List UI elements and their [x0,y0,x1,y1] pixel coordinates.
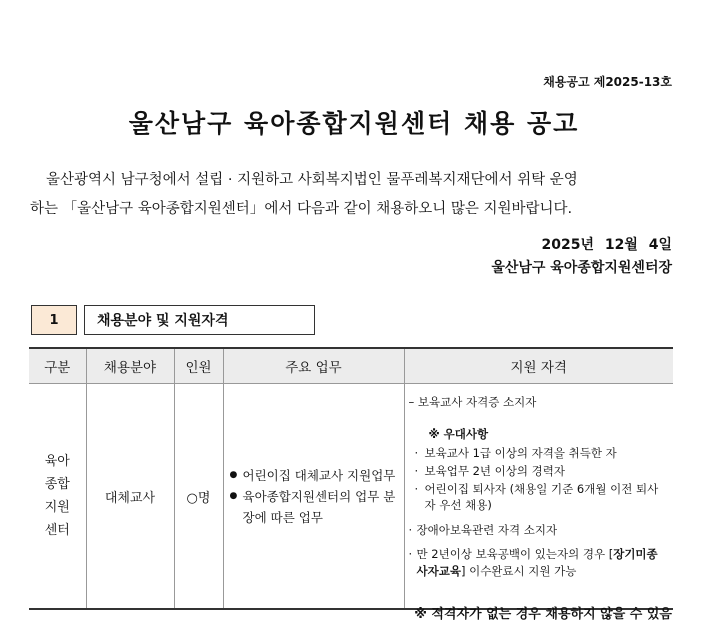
extra-2-emphasis: 장기미종사자교육 [416,547,658,578]
duties-list [230,465,404,528]
table-header-row [29,348,673,384]
header-field: 채용분야 [86,348,174,384]
required-qualification: – 보육교사 자격증 소지자 [408,395,537,409]
table-row [29,384,673,610]
footnote: ※ 적격자가 없는 경우 채용하지 않을 수 있음 [414,607,672,622]
intro-line-1: 울산광역시 남구청에서 설립 · 지원하고 사회복지법인 물푸레복지재단에서 위탁 운영 [46,172,578,188]
extra-qualification-1: · 장애아보육관련 자격 소지자 [409,522,668,539]
intro-line-2: 하는 「울산남구 육아종합지원센터」에서 다음과 같이 채용하오니 많은 지원바랍니다. [30,201,573,217]
section-title: 채용분야 및 지원자격 [84,305,315,335]
header-count: 인원 [174,348,223,384]
preference-heading: ※ 우대사항 [428,427,489,441]
extra-2-prefix: 만 2년이상 보육공백이 있는자의 경우 [ [416,547,614,561]
preference-item: · 보육교사 1급 이상의 자격을 취득한 자 [409,445,668,461]
intro-paragraph [30,166,672,224]
cell-qualifications [404,384,673,610]
cell-category [29,384,86,610]
duty-item: ● 육아종합지원센터의 업무 분장에 따른 업무 [230,486,404,528]
duty-item: ● 어린이집 대체교사 지원업무 [230,465,404,486]
category-line: 센터 [44,523,70,538]
recruitment-table [29,347,673,610]
header-qualifications: 지원 자격 [404,348,673,384]
extra-qualification-2 [409,546,668,580]
section-number-badge: 1 [31,305,77,335]
category-line: 지원 [44,500,70,515]
header-category: 구분 [29,348,86,384]
notice-date: 2025년 12월 4일 [541,237,672,253]
issuer-name: 울산남구 육아종합지원센터장 [491,260,672,276]
preference-item: · 어린이집 퇴사자 (채용일 기준 6개월 이전 퇴사자 우선 채용) [409,481,668,513]
notice-number: 채용공고 제2025-13호 [543,75,672,89]
cell-field: 대체교사 [86,384,174,610]
page-title: 울산남구 육아종합지원센터 채용 공고 [128,109,580,138]
category-line: 종합 [44,477,70,492]
header-duties: 주요 업무 [223,348,404,384]
category-line: 육아 [44,454,70,469]
preference-item: · 보육업무 2년 이상의 경력자 [409,463,668,479]
cell-count: ○명 [174,384,223,610]
cell-duties [223,384,404,610]
extra-2-suffix: ] 이수완료시 지원 가능 [460,564,577,578]
